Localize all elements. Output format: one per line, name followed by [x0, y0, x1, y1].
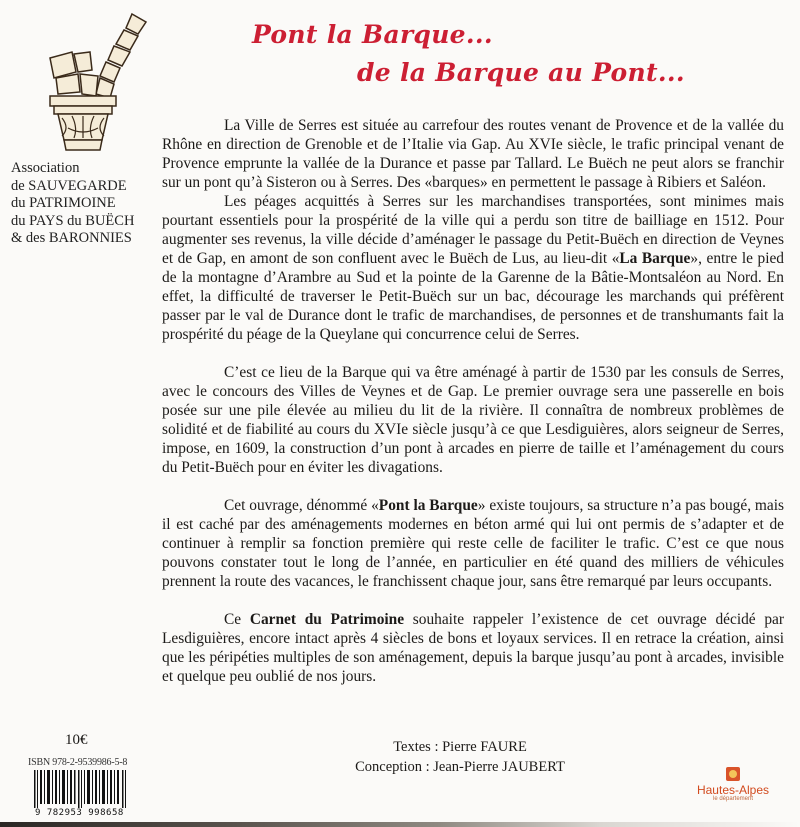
isbn-label: ISBN 978-2-9539986-5-8 [28, 757, 128, 768]
body-text [162, 116, 784, 686]
text-span: », entre le pied de la montagne d’Arambre au Sud et la pointe de la Garenne de la Bâtie-Montsaléon au Nord. En effet, la difficulté de traverser le Petit-Buëch sur un bac, décourage les marchands qui préfèrent passer par le val de Durance dont le trafic de marchandises, de personnes et de transhumants fait la prospérité du péage de la Queylane qui concurrence celui de Serres. [162, 250, 784, 343]
arch-on-corinthian-capital-icon [20, 8, 160, 158]
association-line: du PAYS du BUËCH [11, 212, 135, 229]
text-span: souhaite rappeler l’existence de cet ouvrage décidé par Lesdiguières, encore intact après 4 siècles de bons et loyaux services. Il en retrace la création, ainsi que les péripéties multiples de son aménagement, depuis la barque jusqu’au pont à arcades, invisible et quelque peu oublié de nos jours. [162, 611, 785, 685]
bottom-edge-shadow [0, 822, 800, 827]
text-span: Cet ouvrage, dénommé « [224, 497, 379, 514]
association-line: & des BARONNIES [11, 230, 132, 246]
title-line-1: Pont la Barque... [252, 20, 493, 49]
paragraph-5 [162, 610, 784, 686]
hautes-alpes-emblem-icon [726, 767, 740, 781]
association-line: du PATRIMOINE [11, 195, 116, 211]
barcode-icon [34, 770, 126, 808]
credits-conception: Conception : Jean-Pierre JAUBERT [355, 759, 565, 775]
association-line: Association [11, 160, 80, 176]
paragraph-3: C’est ce lieu de la Barque qui va être aménagé à partir de 1530 par les consuls de Serres, avec le concours des Villes de Veynes et de Gap. Le premier ouvrage sera une passerelle en bois posée sur une pile élevée au milieu du lit de la rivière. Il connaîtra de nombreux problèmes de solidité et de fiabilité au cours du XVIe siècle jusqu’à ce que Lesdiguières, alors seigneur de Serres, impose, en 1609, la construction d’un pont à arcades en pierre de taille et l’aménagement du cours du Petit-Buëch pour en éviter les divagations. [162, 364, 784, 476]
association-line: de SAUVEGARDE [11, 177, 127, 194]
emphasis-pont-la-barque: Pont la Barque [378, 497, 478, 514]
hautes-alpes-subtitle: le département [712, 796, 754, 802]
text-span: Les péages acquittés à Serres sur les marchandises transportées, sont minimes mais pourtant essentiels pour la prospérité de la ville qui a perdu son titre de bailliage en 1512. Pour augmenter ses revenus, la ville décide d’aménager le passage du Petit-Buëch en direction de Veynes et de Gap, en amont de son confluent avec le Buëch de Lus, au lieu-dit « [162, 193, 784, 267]
text-span: » existe toujours, sa structure n’a pas bougé, mais il est caché par des aménagements modernes en béton armé qui lui ont permis de s’adapter et de continuer à remplir sa fonction première qui reste celle de faciliter le trafic. C’est ce que nous pouvons constater tout le long de l’année, en particulier en été quand des milliers de véhicules prennent la route des vacances, le franchissent chaque jour, sans être remarqué par leurs occupants. [162, 497, 784, 590]
emphasis-carnet-du-patrimoine: Carnet du Patrimoine [249, 611, 405, 628]
title-line-2: de la Barque au Pont... [357, 58, 685, 87]
price: 10€ [65, 732, 88, 748]
hautes-alpes-name: Hautes-Alpes [696, 783, 770, 797]
paragraph-2 [162, 192, 784, 344]
credits [340, 737, 580, 777]
barcode-number: 9 782953 998658 [35, 808, 124, 818]
credits-texts: Textes : Pierre FAURE [393, 739, 527, 755]
association-name [11, 160, 161, 248]
paragraph-1: La Ville de Serres est située au carrefour des routes venant de Provence et de la vallée du Rhône en direction de Grenoble et de l’Italie via Gap. Au XVIe siècle, le trafic principal venant de Provence emprunte la vallée de la Durance et passe par Tallard. Le Buëch ne peut alors se franchir sur un pont qu’à Sisteron ou à Serres. Des «barques» en permettent le passage à Ribiers et Saléon. [162, 117, 784, 191]
text-span: Ce [224, 611, 250, 628]
paragraph-4 [162, 496, 784, 591]
emphasis-la-barque: La Barque [619, 250, 691, 267]
hautes-alpes-logo [690, 767, 776, 811]
